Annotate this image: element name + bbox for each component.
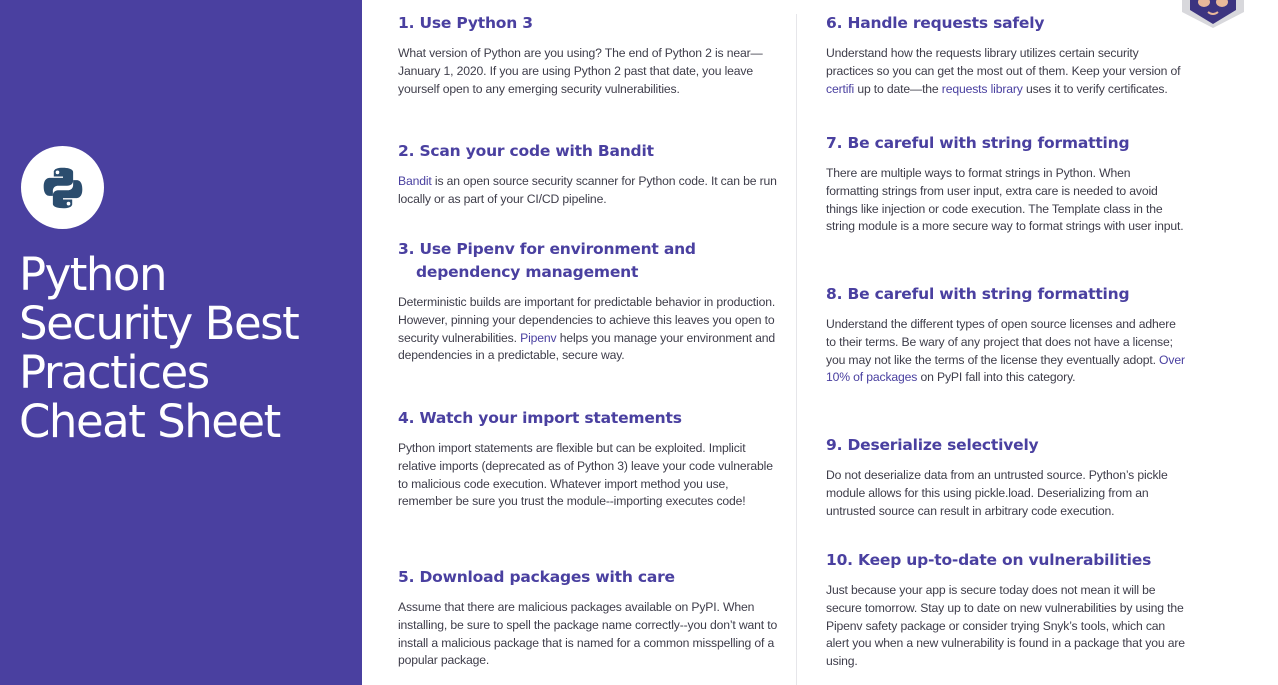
inline-link[interactable]: Bandit: [398, 174, 432, 188]
body-text: on PyPI fall into this category.: [917, 370, 1076, 385]
title-line: Cheat Sheet: [19, 395, 280, 448]
section-heading: 10. Keep up-to-date on vulnerabilities: [826, 551, 1152, 569]
python-logo-icon: [40, 165, 86, 211]
left-column: [398, 0, 778, 685]
inline-link[interactable]: Pipenv: [520, 330, 557, 345]
sidebar: [0, 0, 362, 685]
body-text: Do not deserialize data from an untrusted source. Python’s pickle module allows for this using pickle.load. Deserializing from an untrusted source can result in arbitrary code execution.: [826, 468, 1168, 518]
section-heading: 3. Use Pipenv for environment and dependency management: [398, 240, 696, 281]
section-heading: 7. Be careful with string formatting: [826, 134, 1130, 152]
section-heading: 6. Handle requests safely: [826, 14, 1045, 32]
section-heading: 9. Deserialize selectively: [826, 436, 1039, 454]
inline-link[interactable]: certifi: [826, 81, 855, 96]
body-text: Python import statements are flexible but can be exploited. Implicit relative imports (deprecated as of Python 3) leave your code vulnerable to malicious code execution. Whatever import method you use, remember be sure you trust the module--importing executes code!: [398, 441, 773, 509]
section-heading: 8. Be careful with string formatting: [826, 285, 1130, 303]
tip-section: [826, 434, 1186, 520]
body-text: Assume that there are malicious packages available on PyPI. When installing, be sure to spell the package name correctly--you don’t want to install a malicious package that is named for a common misspelling of a popular package.: [398, 600, 778, 668]
section-body: [826, 316, 1186, 387]
section-body: [826, 45, 1186, 98]
title-line: Security Best: [19, 297, 299, 350]
python-logo: [21, 146, 104, 229]
tip-section: [826, 283, 1186, 387]
section-heading: 5. Download packages with care: [398, 568, 675, 586]
snyk-mascot-icon: [1182, 0, 1244, 28]
section-heading: 1. Use Python 3: [398, 14, 533, 32]
section-body: [398, 599, 778, 670]
section-body: [398, 294, 778, 365]
tip-section: [826, 549, 1186, 671]
tip-section: [826, 12, 1186, 98]
title-line: Python: [19, 248, 166, 301]
body-text: Understand the different types of open source licenses and adhere to their terms. Be wary of any project that does not have a license; you may not like the terms of the license they eventually adopt.: [826, 317, 1176, 367]
body-text: Deterministic builds are important for predictable behavior in production. However, pinning your dependencies to achieve this leaves you open to security vulnerabilities.: [398, 295, 776, 345]
section-body: [826, 165, 1186, 236]
section-body: [826, 467, 1186, 520]
right-column: [826, 0, 1186, 685]
tip-section: [826, 132, 1186, 236]
title-line: Practices: [19, 346, 209, 399]
section-body: [398, 440, 778, 511]
inline-link[interactable]: Over 10% of packages: [826, 352, 1185, 385]
body-text: is an open source security scanner for Python code. It can be run locally or as part of your CI/CD pipeline.: [398, 174, 777, 206]
tip-section: [398, 140, 778, 209]
body-text: uses it to verify certificates.: [1022, 81, 1168, 96]
tip-section: [398, 12, 778, 98]
section-body: [398, 173, 778, 209]
tip-section: [398, 238, 778, 365]
inline-link[interactable]: requests library: [941, 81, 1023, 96]
body-text: helps you manage your environment and dependencies in a predictable, secure way.: [398, 330, 776, 363]
tip-section: [398, 407, 778, 511]
section-body: [398, 45, 778, 98]
page-title: [19, 250, 349, 446]
section-heading: 2. Scan your code with Bandit: [398, 142, 654, 160]
column-divider: [796, 14, 797, 685]
body-text: There are multiple ways to format strings in Python. When formatting strings from user input, extra care is needed to avoid things like injection or code execution. The Template class in the string module is a more secure way to format strings with user input.: [826, 166, 1184, 234]
body-text: up to date—the: [854, 81, 942, 96]
body-text: Just because your app is secure today does not mean it will be secure tomorrow. Stay up to date on new vulnerabilities by using the Pipenv safety package or consider trying Snyk’s tools, which can alert you when a new vulnerability is found in a package that you are using.: [826, 583, 1185, 669]
body-text: What version of Python are you using? The end of Python 2 is near—January 1, 2020. If you are using Python 2 past that date, you leave yourself open to any emerging security vulnerabilities.: [398, 46, 763, 96]
section-body: [826, 582, 1186, 671]
tip-section: [398, 566, 778, 670]
body-text: Understand how the requests library utilizes certain security practices so you can get the most out of them. Keep your version of: [826, 46, 1181, 78]
section-heading: 4. Watch your import statements: [398, 409, 682, 427]
